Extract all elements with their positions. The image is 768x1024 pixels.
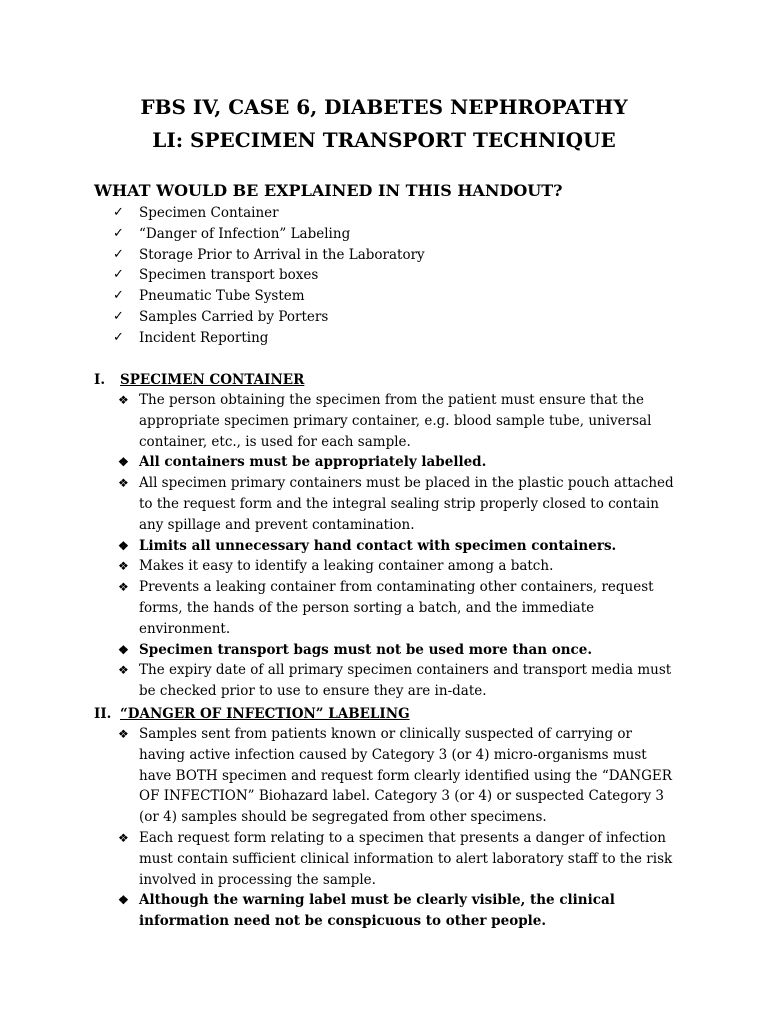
bullet-text: All specimen primary containers must be placed in the plastic pouch attached to the request form and the integral sealing strip properly closed to contain any spillage and prevent contamination. (139, 475, 674, 533)
bullet-text: Although the warning label must be clearly visible, the clinical information need not be conspicuous to other people. (139, 892, 615, 930)
diamond-bullet-icon: ❖ (118, 663, 129, 678)
overview-heading: WHAT WOULD BE EXPLAINED IN THIS HANDOUT? (94, 181, 563, 200)
check-icon: ✓ (113, 288, 124, 304)
bullet-item (118, 536, 678, 557)
bullet-item (118, 577, 678, 639)
document-subtitle: LI: SPECIMEN TRANSPORT TECHNIQUE (152, 128, 616, 152)
bullet-item (118, 473, 678, 535)
check-icon: ✓ (113, 308, 124, 324)
bullet-text: Prevents a leaking container from contaminating other containers, request forms, the hands of the person sorting a batch, and the immediate environment. (139, 579, 654, 637)
bullet-item (118, 556, 678, 577)
bullet-item (118, 390, 678, 452)
checklist-item (113, 328, 425, 349)
bullet-item (118, 640, 678, 661)
diamond-bullet-icon: ❖ (118, 455, 129, 470)
diamond-bullet-icon: ❖ (118, 559, 129, 574)
check-icon: ✓ (113, 246, 124, 262)
checklist-item (113, 245, 425, 266)
checklist-item-label: Incident Reporting (139, 329, 269, 346)
bullet-text: All containers must be appropriately labelled. (139, 454, 487, 471)
checklist-item-label: Storage Prior to Arrival in the Laboratory (139, 246, 425, 263)
checklist-item-label: “Danger of Infection” Labeling (139, 225, 351, 242)
bullet-text: Samples sent from patients known or clinically suspected of carrying or having active infection caused by Category 3 (or 4) micro-organisms must have BOTH specimen and request form clearly identified using the “DANGER OF INFECTION” Biohazard label. Category 3 (or 4) or suspected Category 3 (or 4) samples should be segregated from other specimens. (139, 726, 672, 826)
checklist-item-label: Samples Carried by Porters (139, 308, 329, 325)
diamond-bullet-icon: ❖ (118, 476, 129, 491)
section-1-number: I. (94, 372, 106, 388)
checklist-item-label: Pneumatic Tube System (139, 288, 305, 305)
check-icon: ✓ (113, 329, 124, 345)
diamond-bullet-icon: ❖ (118, 393, 129, 407)
diamond-bullet-icon: ❖ (118, 538, 129, 553)
checklist-item-label: Specimen Container (139, 205, 279, 221)
section-1-heading (94, 371, 304, 389)
section-1-title: SPECIMEN CONTAINER (120, 372, 305, 388)
check-icon: ✓ (113, 225, 124, 241)
bullet-item (118, 890, 678, 932)
section-1-bullets (118, 390, 678, 702)
bullet-item (118, 828, 678, 890)
bullet-text: The expiry date of all primary specimen containers and transport media must be checked prior to use to ensure they are in-date. (139, 662, 672, 700)
section-2-heading (94, 705, 410, 723)
section-2-number: II. (94, 706, 112, 722)
checklist-item (113, 307, 425, 328)
bullet-text: Each request form relating to a specimen that presents a danger of infection must contain sufficient clinical information to alert laboratory staff to the risk involved in processing the sample. (139, 829, 673, 888)
check-icon: ✓ (113, 205, 124, 220)
bullet-item (118, 724, 678, 828)
document-title: FBS IV, CASE 6, DIABETES NEPHROPATHY (140, 95, 628, 119)
checklist-item-label: Specimen transport boxes (139, 267, 319, 284)
diamond-bullet-icon: ❖ (118, 830, 129, 845)
checklist-item (113, 224, 425, 245)
diamond-bullet-icon: ❖ (118, 893, 129, 908)
diamond-bullet-icon: ❖ (118, 727, 129, 741)
section-2-bullets (118, 724, 678, 932)
section-2-title: “DANGER OF INFECTION” LABELING (120, 706, 410, 722)
bullet-text: Limits all unnecessary hand contact with specimen containers. (139, 537, 617, 554)
diamond-bullet-icon: ❖ (118, 642, 129, 657)
bullet-text: Makes it easy to identify a leaking container among a batch. (139, 558, 554, 575)
checklist-item (113, 203, 425, 224)
overview-checklist (113, 203, 425, 349)
checklist-item (113, 265, 425, 286)
bullet-item (118, 452, 678, 473)
bullet-text: The person obtaining the specimen from the patient must ensure that the appropriate specimen primary container, e.g. blood sample tube, universal container, etc., is used for each sample. (139, 392, 652, 450)
diamond-bullet-icon: ❖ (118, 580, 129, 595)
check-icon: ✓ (113, 267, 124, 283)
bullet-item (118, 660, 678, 702)
bullet-text: Specimen transport bags must not be used more than once. (139, 641, 593, 658)
checklist-item (113, 286, 425, 307)
